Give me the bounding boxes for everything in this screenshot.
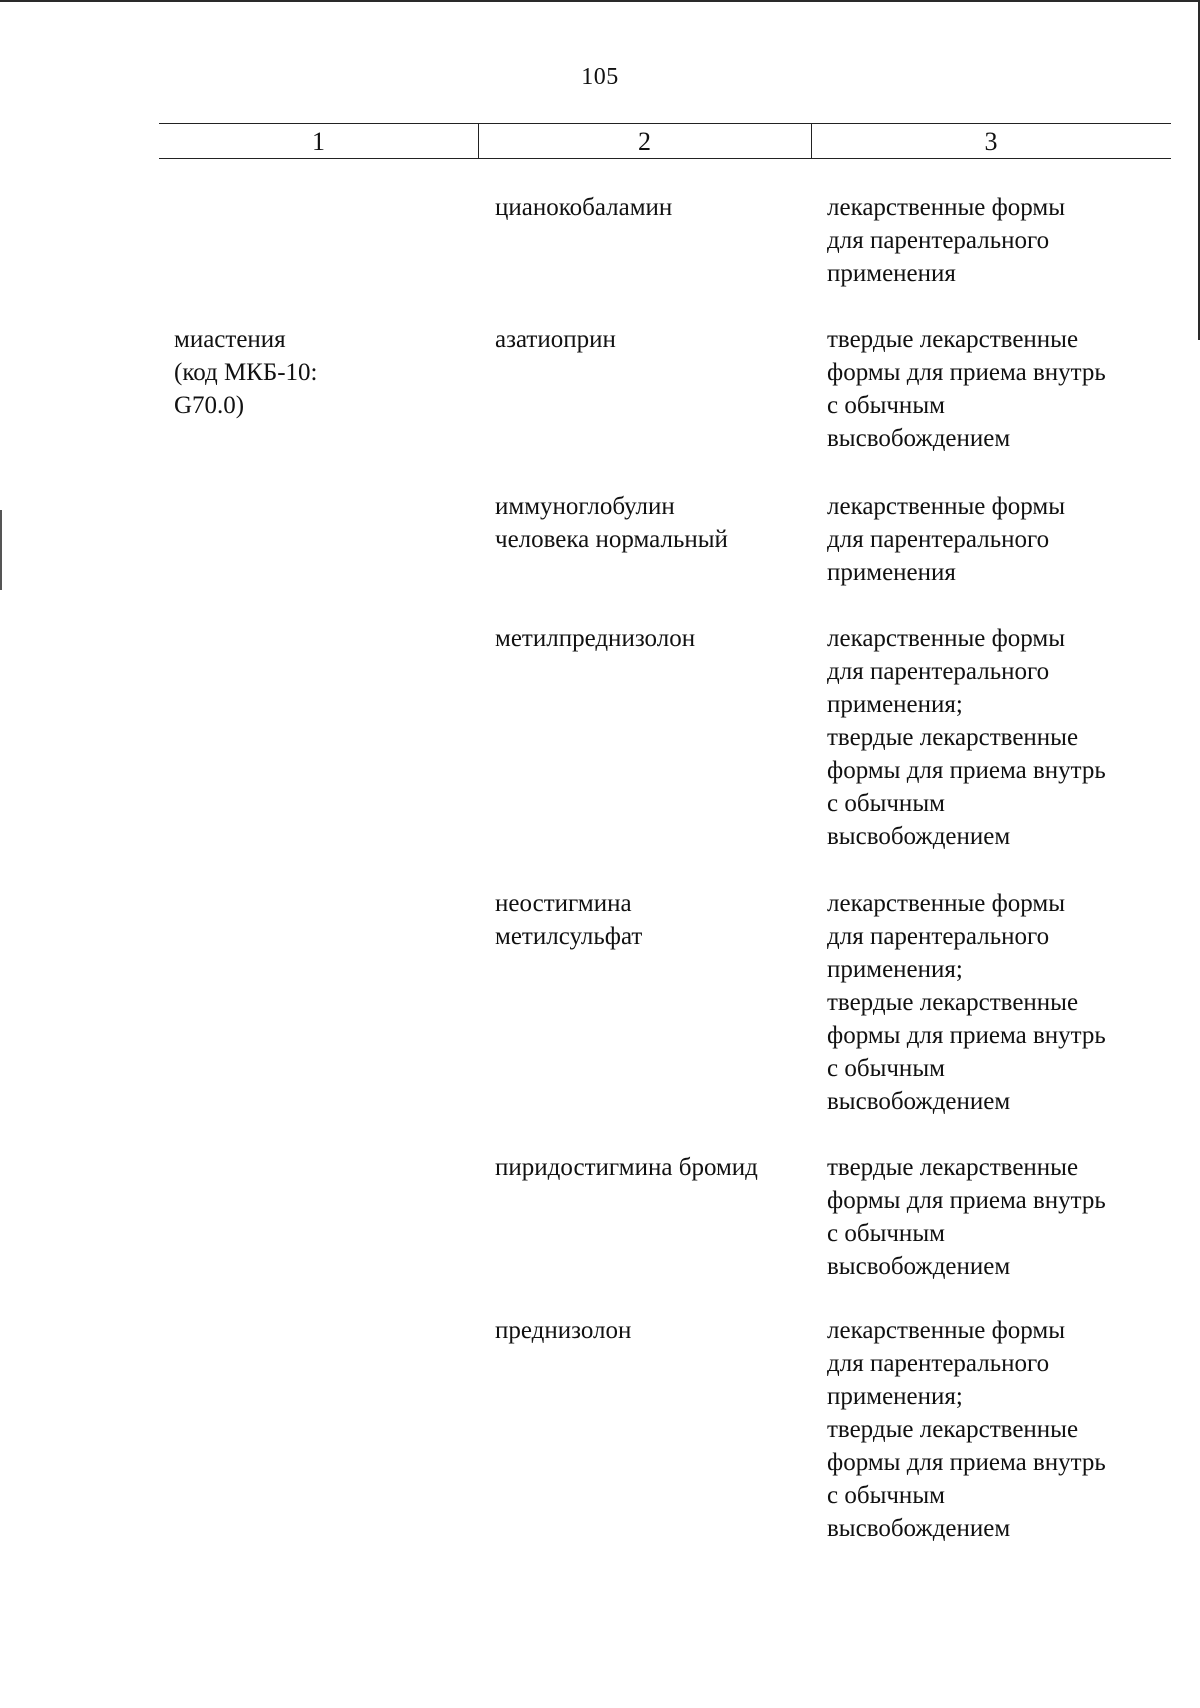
drug-name-neostigmine: неостигмина метилсульфат (495, 890, 643, 950)
drug-name-prednisolone: преднизолон (495, 1317, 632, 1344)
drug-name-azathioprine: азатиоприн (495, 326, 616, 353)
dosage-form-neostigmine: лекарственные формы для парентерального применения; твердые лекарственные формы для приема внутрь с обычным высвобождением (827, 890, 1106, 1115)
scan-mark-left (0, 510, 2, 590)
dosage-form-pyridostigmine: твердые лекарственные формы для приема внутрь с обычным высвобождением (827, 1154, 1106, 1280)
dosage-form-azathioprine: твердые лекарственные формы для приема внутрь с обычным высвобождением (827, 326, 1106, 452)
column-header-3: 3 (984, 127, 998, 156)
dosage-form-immunoglobulin: лекарственные формы для парентерального применения (827, 493, 1066, 586)
drug-name-pyridostigmine: пиридостигмина бромид (495, 1154, 758, 1181)
table-header-bottom-rule (159, 158, 1171, 159)
dosage-form-cyanocobalamin: лекарственные формы для парентерального применения (827, 194, 1066, 287)
table-header-top-rule (159, 123, 1171, 124)
drug-name-immunoglobulin: иммуноглобулин человека нормальный (495, 493, 728, 553)
scan-border-top (0, 0, 1200, 2)
diagnosis-cell: миастения (код МКБ-10: G70.0) (174, 326, 318, 419)
drug-name-methylprednisolone: метилпреднизолон (495, 625, 696, 652)
page-number: 105 (581, 64, 619, 90)
drug-name-cyanocobalamin: цианокобаламин (495, 194, 673, 221)
dosage-form-prednisolone: лекарственные формы для парентерального применения; твердые лекарственные формы для приема внутрь с обычным высвобождением (827, 1317, 1106, 1542)
column-header-2: 2 (638, 127, 651, 156)
dosage-form-methylprednisolone: лекарственные формы для парентерального применения; твердые лекарственные формы для приема внутрь с обычным высвобождением (827, 625, 1106, 850)
column-header-1: 1 (312, 127, 325, 156)
